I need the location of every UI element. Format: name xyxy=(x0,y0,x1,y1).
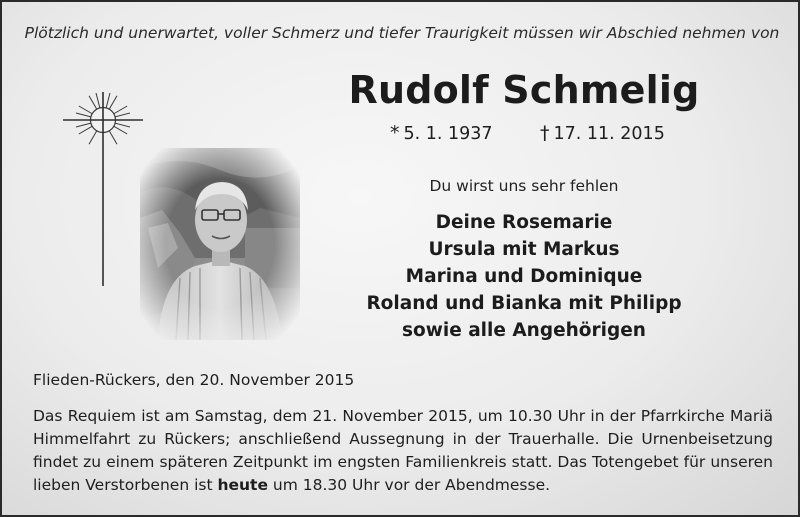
birth-date: 5. 1. 1937 xyxy=(403,124,493,144)
mourner-line: sowie alle Angehörigen xyxy=(402,320,646,341)
death-date-line xyxy=(540,122,665,144)
death-date: 17. 11. 2015 xyxy=(553,124,665,144)
mourner-line: Roland und Bianka mit Philipp xyxy=(366,293,682,314)
intro-text: Plötzlich und unerwartet, voller Schmerz und tiefer Traurigkeit müssen wir Abschied nehmen von xyxy=(24,24,780,42)
miss-line: Du wirst uns sehr fehlen xyxy=(429,177,619,195)
requiem-highlight: heute xyxy=(217,476,268,494)
mourner-line: Deine Rosemarie xyxy=(435,212,613,233)
birth-date-line xyxy=(390,122,493,144)
mourners-list xyxy=(324,209,724,344)
requiem-text-after: um 18.30 Uhr vor der Abendmesse. xyxy=(267,476,551,494)
mourner-line: Marina und Dominique xyxy=(405,266,643,287)
place-and-date: Flieden-Rückers, den 20. November 2015 xyxy=(33,371,355,389)
cross-with-sun-icon xyxy=(58,88,148,288)
mourner-line: Ursula mit Markus xyxy=(428,239,620,260)
requiem-text-before: Das Requiem ist am Samstag, dem 21. November 2015, um 10.30 Uhr in der Pfarrkirche Mariä Himmelfahrt zu Rückers; anschließend Aussegnung in der Trauerhalle. Die Urnenbeisetzung findet zu einem späteren Zeitpunkt im engsten Familienkreis statt. Das Totengebet für unseren lieben Verstorbenen ist xyxy=(33,407,773,494)
birth-symbol: * xyxy=(390,122,400,144)
deceased-name: Rudolf Schmelig xyxy=(348,68,700,112)
requiem-text xyxy=(33,405,773,497)
death-symbol: † xyxy=(540,122,550,144)
portrait-photo xyxy=(140,148,300,340)
